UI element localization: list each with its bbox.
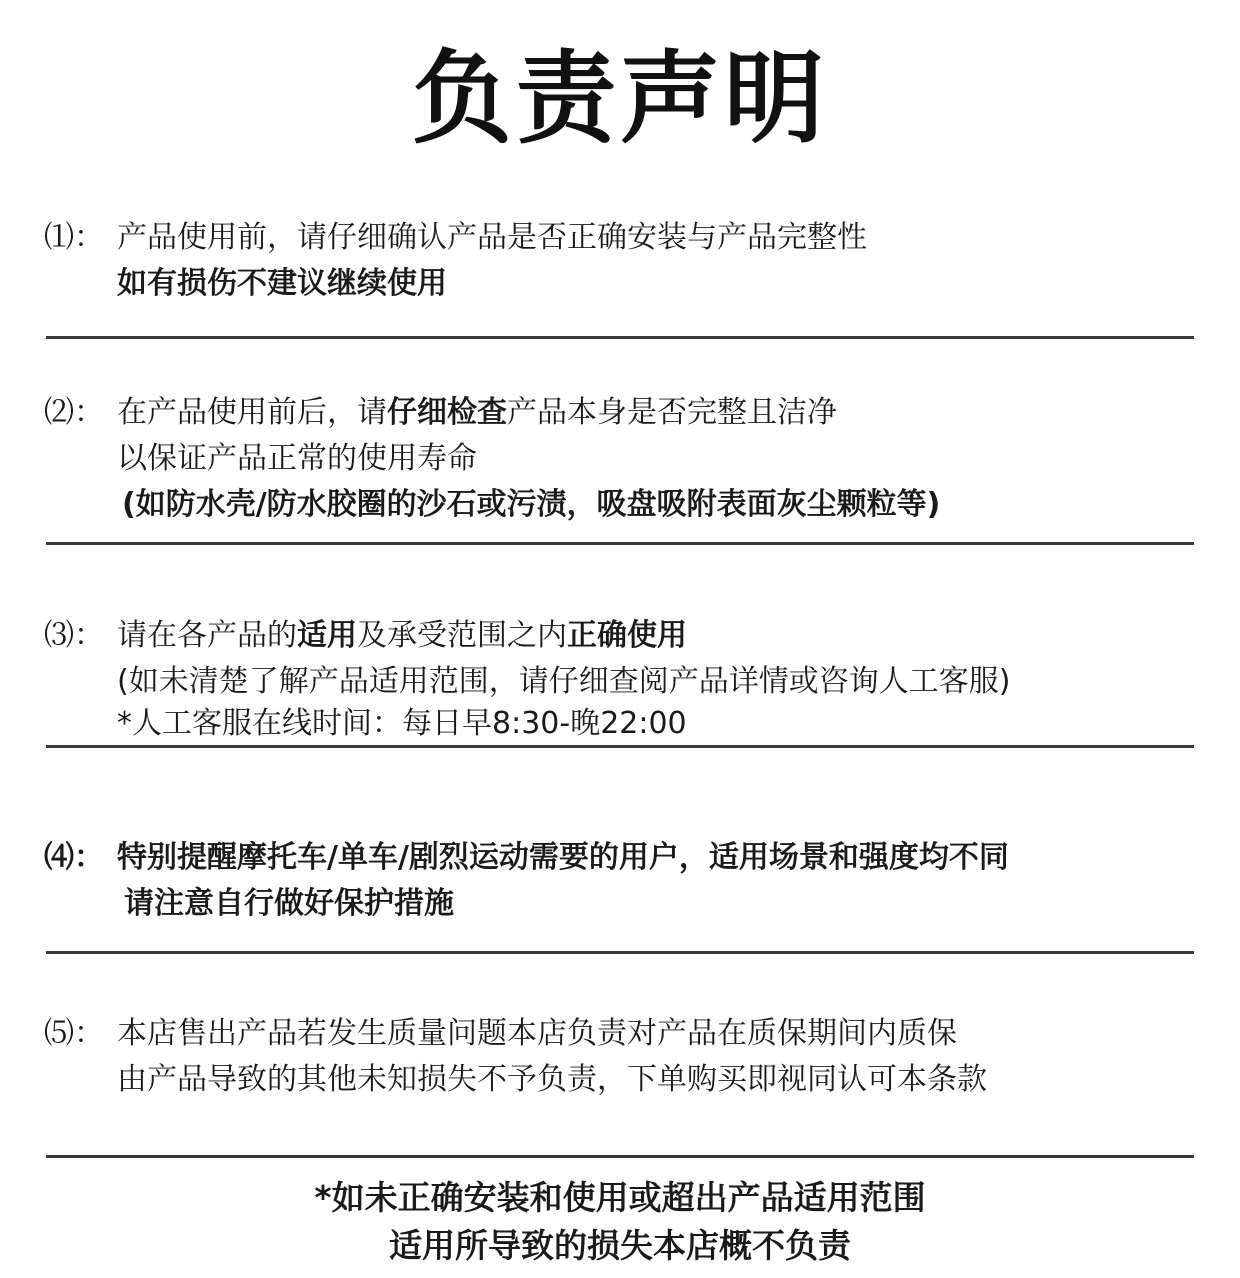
clause-number: ⑷：	[44, 840, 104, 875]
clause-text-emphasis: (如防水壳/防水胶圈的沙石或污渍，吸盘吸附表面灰尘颗粒等)	[122, 487, 941, 522]
clause-text: 由产品导致的其他未知损失不予负责，下单购买即视同认可本条款	[117, 1062, 987, 1097]
divider	[46, 1155, 1194, 1158]
clause-number: ⑶：	[44, 618, 104, 653]
clause-text-emphasis: 特别提醒摩托车/单车/剧烈运动需要的用户，适用场景和强度均不同	[117, 840, 1009, 875]
clause-text	[117, 614, 687, 658]
clause-text: (如未清楚了解产品适用范围，请仔细查阅产品详情或咨询人工客服)	[117, 664, 1011, 699]
clause-text-part: 在产品使用前后，请	[117, 395, 387, 430]
disclaimer-footer-line-1: *如未正确安装和使用或超出产品适用范围	[314, 1178, 926, 1217]
clause-text-emphasis: 请注意自行做好保护措施	[124, 886, 454, 921]
clause-number: ⑵：	[44, 395, 104, 430]
clause-text-part: 及承受范围之内	[357, 618, 567, 653]
clause-text-emphasis: 正确使用	[567, 618, 687, 653]
clause-text: 以保证产品正常的使用寿命	[117, 441, 477, 476]
clause-text-part: 请在各产品的	[117, 618, 297, 653]
divider	[46, 336, 1194, 339]
disclaimer-footer-line-2: 适用所导致的损失本店概不负责	[389, 1226, 851, 1265]
clause-number: ⑸：	[44, 1016, 104, 1051]
clause-text: 本店售出产品若发生质量问题本店负责对产品在质保期间内质保	[117, 1016, 957, 1051]
divider	[46, 745, 1194, 748]
clause-text: 产品使用前，请仔细确认产品是否正确安装与产品完整性	[117, 220, 867, 255]
divider	[46, 951, 1194, 954]
page-title: 负责声明	[412, 40, 828, 157]
clause-text-part: 产品本身是否完整且洁净	[507, 395, 837, 430]
clause-text-emphasis: 仔细检查	[387, 395, 507, 430]
clause-text-emphasis: 如有损伤不建议继续使用	[117, 266, 447, 301]
clause-number: ⑴：	[44, 220, 104, 255]
service-hours-note: *人工客服在线时间：每日早8:30-晚22:00	[117, 706, 687, 741]
clause-text	[117, 391, 837, 435]
divider	[46, 542, 1194, 545]
clause-text-emphasis: 适用	[297, 618, 357, 653]
